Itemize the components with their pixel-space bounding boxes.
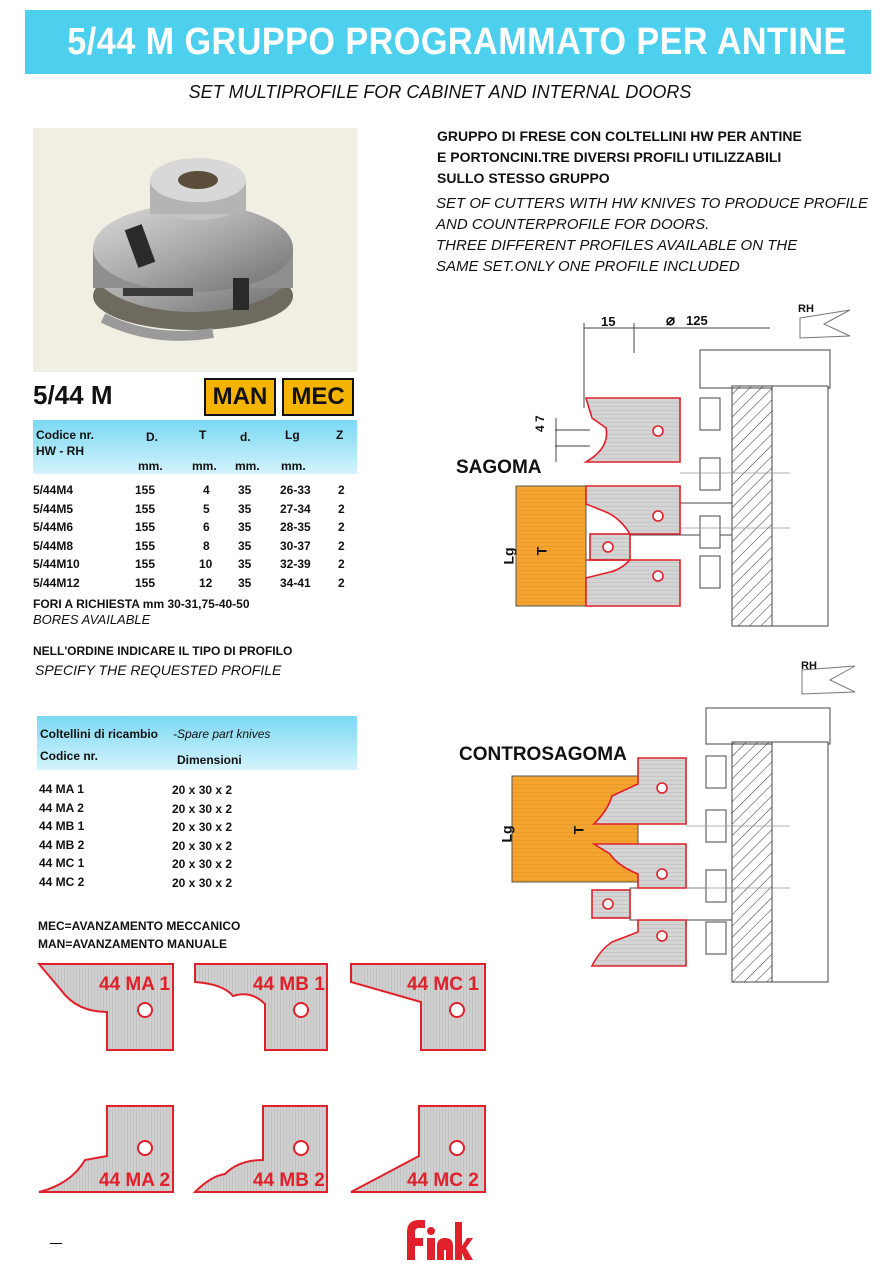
spec-value-cell: 155 <box>135 483 156 497</box>
spec-value-cell: 155 <box>135 520 156 535</box>
controsagoma-label: CONTROSAGOMA <box>459 744 627 765</box>
order-note-en: SPECIFY THE REQUESTED PROFILE <box>35 662 282 678</box>
spec-value-cell: 35 <box>238 557 252 572</box>
spec-value-cell: 2 <box>338 483 345 497</box>
fiak-logo <box>403 1216 473 1264</box>
knife-profile-label: 44 MB 1 <box>253 974 325 995</box>
dim-side: 4 7 <box>533 415 547 432</box>
dim-diameter: 125 <box>686 313 708 328</box>
col-header-lg: Lg <box>285 428 300 442</box>
knife-dim-cell: 20 x 30 x 2 <box>172 857 233 872</box>
knife-code-cell: 44 MC 2 <box>39 875 85 889</box>
spec-value-cell: 8 <box>203 538 210 553</box>
unit-lg: mm. <box>281 459 306 473</box>
knives-col-code: Codice nr. <box>40 749 99 763</box>
knife-dim-cell: 20 x 30 x 2 <box>172 838 233 853</box>
knife-profile-label: 44 MC 2 <box>407 1170 479 1191</box>
page-title: 5/44 M GRUPPO PROGRAMMATO PER ANTINE <box>67 21 847 63</box>
col-header-code: Codice nr. <box>36 428 95 442</box>
spec-value-cell: 35 <box>238 520 252 535</box>
page-subtitle: SET MULTIPROFILE FOR CABINET AND INTERNAL DOORS <box>188 82 692 102</box>
spec-code-cell: 5/44M4 <box>33 483 74 497</box>
dim-width: 15 <box>601 314 616 329</box>
knife-profile-label: 44 MA 1 <box>99 974 171 995</box>
lg-label-top: Lg <box>500 547 517 565</box>
spec-value-cell: 35 <box>238 483 252 497</box>
unit-d: mm. <box>138 459 163 473</box>
spec-value-cell: 6 <box>203 520 210 535</box>
spec-value-cell: 155 <box>135 538 156 553</box>
spec-code-cell: 5/44M5 <box>33 501 74 516</box>
unit-t: mm. <box>192 459 217 473</box>
col-header-code-sub: HW - RH <box>36 444 84 458</box>
spec-value-cell: 35 <box>238 501 252 516</box>
spec-value-cell: 2 <box>338 538 345 553</box>
knife-code-cell: 44 MA 1 <box>39 782 84 796</box>
description-it-line: E PORTONCINI.TRE DIVERSI PROFILI UTILIZZABILI <box>437 149 782 165</box>
spec-code-cell: 5/44M6 <box>33 520 74 535</box>
knives-header-it: Coltellini di ricambio <box>40 727 159 741</box>
rh-label-top: RH <box>798 303 814 315</box>
spec-code-cell: 5/44M10 <box>33 557 80 572</box>
knife-dim-cell: 20 x 30 x 2 <box>172 783 233 797</box>
col-header-t: T <box>199 428 207 442</box>
lg-label-bottom: Lg <box>498 825 515 843</box>
spec-value-cell: 155 <box>135 576 156 590</box>
mec-badge: MEC <box>282 378 354 416</box>
t-label-bottom: T <box>570 825 587 835</box>
spec-code-cell: 5/44M8 <box>33 538 74 553</box>
knives-header-en: -Spare part knives <box>173 727 271 741</box>
spec-value-cell: 2 <box>338 576 345 590</box>
legend-mec: MEC=AVANZAMENTO MECCANICO <box>38 919 241 933</box>
knife-code-cell: 44 MA 2 <box>39 800 84 815</box>
spec-code-cell: 5/44M12 <box>33 576 80 590</box>
description-en-line: AND COUNTERPROFILE FOR DOORS. <box>436 216 710 233</box>
dim-diameter-symbol: ⌀ <box>666 312 676 329</box>
spec-value-cell: 28-35 <box>280 520 311 535</box>
spec-value-cell: 155 <box>135 557 156 572</box>
description-english <box>436 193 868 277</box>
unit-bore: mm. <box>235 459 260 473</box>
spec-value-cell: 32-39 <box>280 557 311 572</box>
spec-value-cell: 34-41 <box>280 576 311 590</box>
knife-dim-cell: 20 x 30 x 2 <box>172 801 233 816</box>
spec-value-cell: 155 <box>135 501 156 516</box>
knife-code-cell: 44 MB 2 <box>39 837 85 852</box>
spec-value-cell: 35 <box>238 538 252 553</box>
knife-dim-cell: 20 x 30 x 2 <box>172 820 233 835</box>
spec-value-cell: 10 <box>199 557 213 572</box>
spec-value-cell: 5 <box>203 501 210 516</box>
rh-label-bottom: RH <box>801 660 817 672</box>
product-photo <box>33 128 357 372</box>
col-header-d: D. <box>146 430 158 444</box>
knife-profile-label: 44 MA 2 <box>99 1170 171 1191</box>
description-en-line: SET OF CUTTERS WITH HW KNIVES TO PRODUCE PROFILE <box>436 195 868 212</box>
legend-man: MAN=AVANZAMENTO MANUALE <box>38 937 227 951</box>
spec-value-cell: 30-37 <box>280 538 311 553</box>
sagoma-diagram <box>500 298 860 638</box>
description-it-line: SULLO STESSO GRUPPO <box>437 170 610 186</box>
model-code: 5/44 M <box>33 380 113 410</box>
knife-code-cell: 44 MC 1 <box>39 856 85 871</box>
col-header-z: Z <box>336 428 344 442</box>
knives-col-dim: Dimensioni <box>177 753 242 767</box>
knife-profile-label: 44 MB 2 <box>253 1170 325 1191</box>
spec-value-cell: 26-33 <box>280 483 311 497</box>
spec-value-cell: 2 <box>338 557 345 572</box>
knife-dim-cell: 20 x 30 x 2 <box>172 876 233 890</box>
knife-profile-label: 44 MC 1 <box>407 974 479 995</box>
spec-value-cell: 35 <box>238 576 252 590</box>
spec-value-cell: 2 <box>338 501 345 516</box>
sagoma-label: SAGOMA <box>456 457 542 478</box>
bores-note-en: BORES AVAILABLE <box>33 612 151 627</box>
knife-code-cell: 44 MB 1 <box>39 819 85 834</box>
bores-note: FORI A RICHIESTA mm 30-31,75-40-50 <box>33 597 250 611</box>
description-en-line: SAME SET.ONLY ONE PROFILE INCLUDED <box>436 258 740 275</box>
col-header-bore: d. <box>240 430 251 444</box>
description-en-line: THREE DIFFERENT PROFILES AVAILABLE ON THE <box>436 237 798 254</box>
description-italian <box>437 126 802 189</box>
spec-value-cell: 27-34 <box>280 501 311 516</box>
t-label-top: T <box>533 546 550 556</box>
spec-value-cell: 4 <box>203 483 210 497</box>
spec-value-cell: 12 <box>199 576 213 590</box>
man-badge: MAN <box>204 378 276 416</box>
order-note: NELL'ORDINE INDICARE IL TIPO DI PROFILO <box>33 644 293 658</box>
controsagoma-diagram <box>500 660 860 990</box>
footer-mark <box>50 1235 62 1244</box>
description-it-line: GRUPPO DI FRESE CON COLTELLINI HW PER ANTINE <box>437 128 802 144</box>
spec-value-cell: 2 <box>338 520 345 535</box>
